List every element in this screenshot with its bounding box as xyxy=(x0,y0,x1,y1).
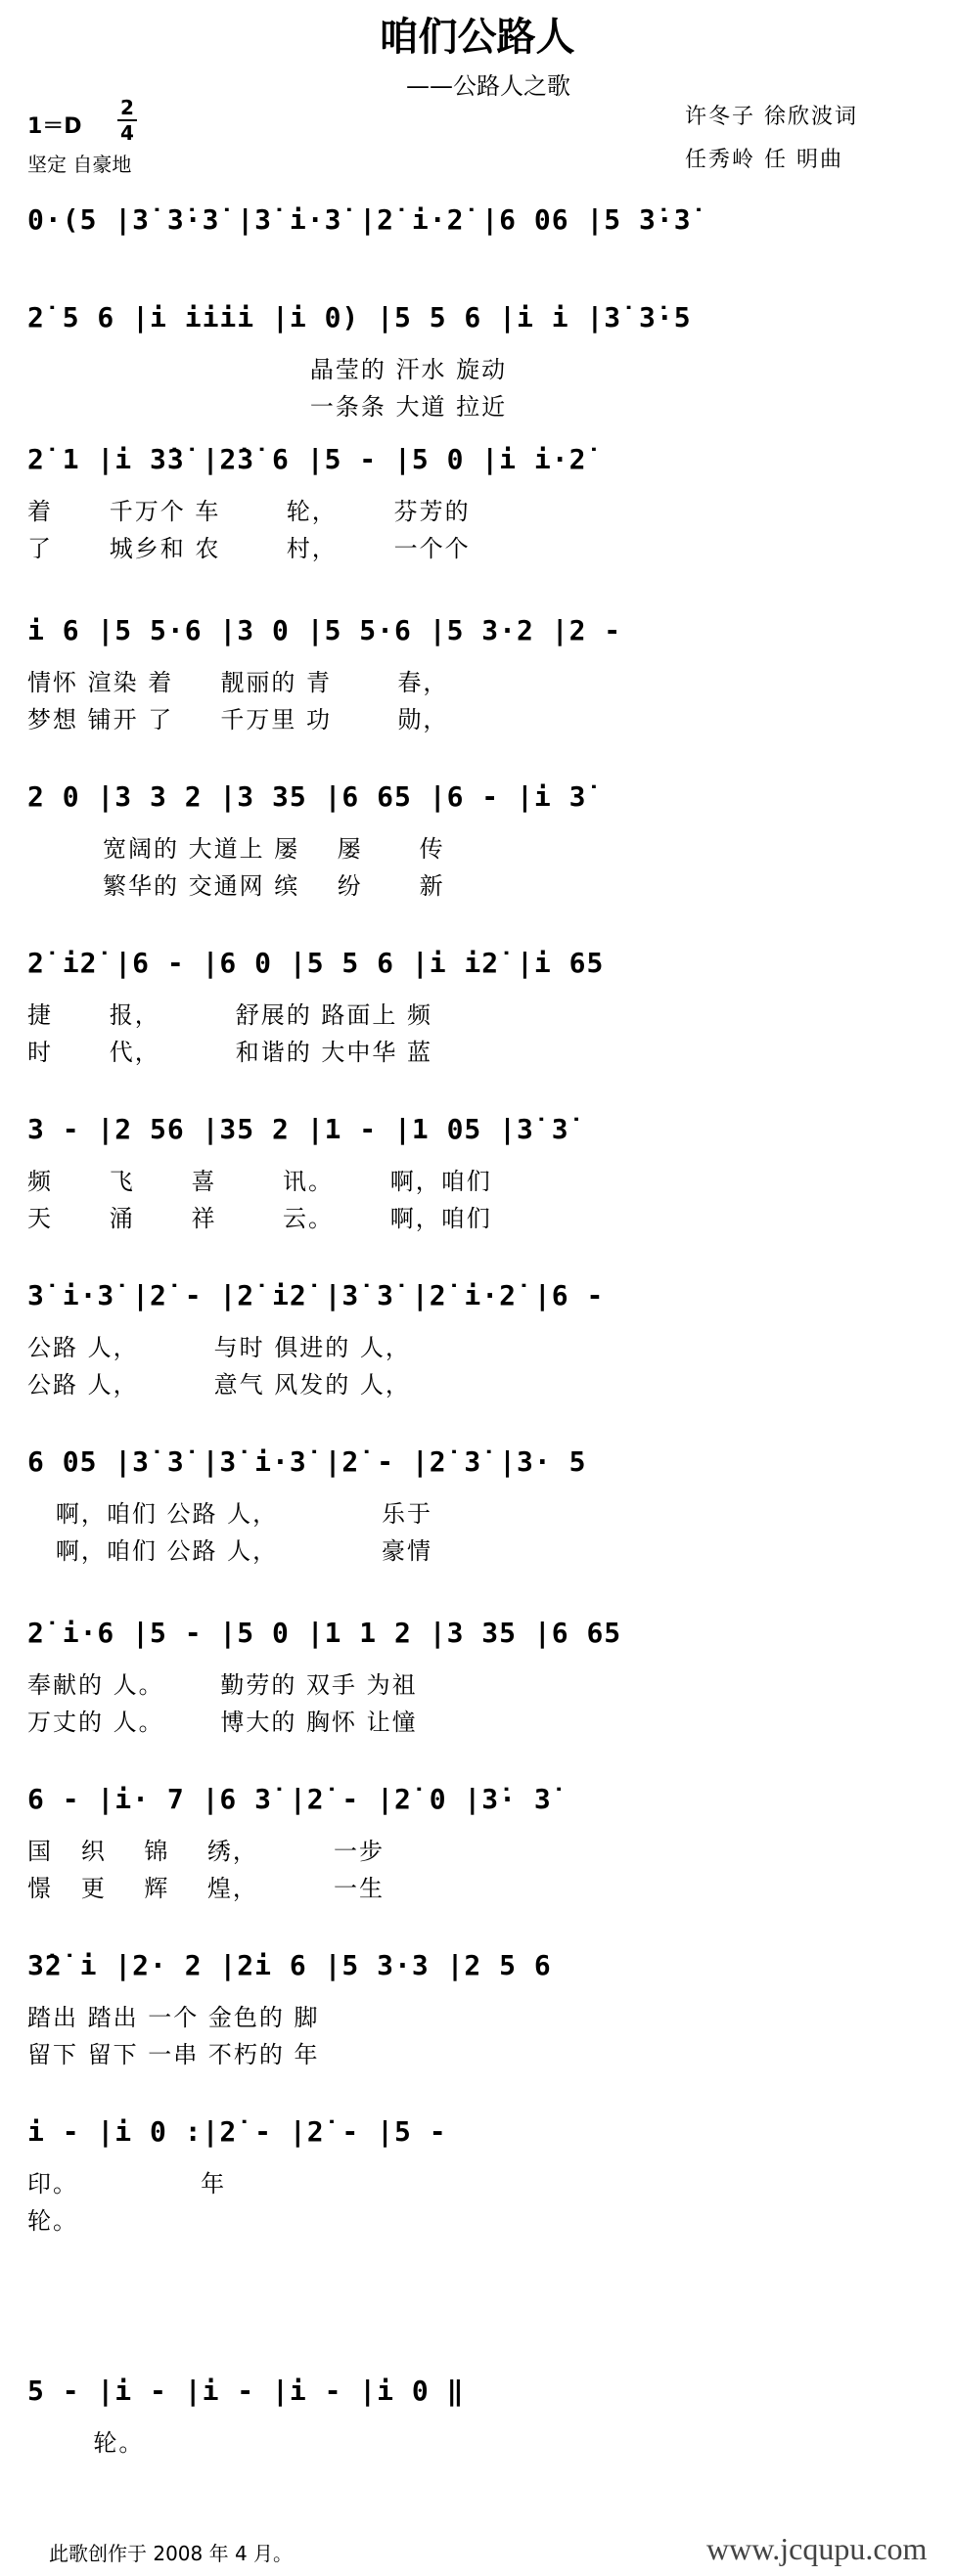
notation-line: 3 - |2 56 |35 2 |1 - |1 05 |3̇ 3̇ xyxy=(27,1113,569,1145)
notation-line: 2̇ i·6 |5 - |5 0 |1 1 2 |3 35 |6 65 xyxy=(27,1617,622,1649)
song-title: 咱们公路人 xyxy=(379,15,575,60)
lyric-line-1: 着 千万个 车 轮， 芬芳的 xyxy=(27,498,471,525)
lyric-line-2: 了 城乡和 农 村， 一个个 xyxy=(27,535,471,562)
notation-line: 6 - |i· 7 |6 3̇ |2̇ - |2̇ 0 |3̇· 3̇ xyxy=(27,1783,552,1815)
composer-credit: 任秀岭 任 明曲 xyxy=(685,148,843,172)
lyric-line-1: 啊，咱们 公路 人， 乐于 xyxy=(27,1500,433,1528)
lyric-line-2: 时 代， 和谐的 大中华 蓝 xyxy=(27,1039,433,1066)
lyric-line-1: 捷 报， 舒展的 路面上 频 xyxy=(27,1001,433,1029)
lyric-line-1: 国 织 锦 绣， 一步 xyxy=(27,1838,385,1865)
notation-line: 0·(5 |3̇ 3̇·3̇ |3̇ i·3̇ |2̇ i·2̇ |6 06 |5 3̇·3̇ xyxy=(27,203,692,236)
lyric-line-2: 公路 人， 意气 风发的 人， xyxy=(27,1371,411,1399)
lyric-line-2: 万丈的 人。 博大的 胸怀 让憧 xyxy=(27,1709,418,1736)
meter-top: 2 xyxy=(120,96,134,119)
notation-line: 5 - |i - |i - |i - |i 0 ‖ xyxy=(27,2375,465,2407)
notation-line: 2̇ i2̇ |6 - |6 0 |5 5 6 |i i2̇ |i 65 xyxy=(27,947,605,979)
lyric-line-1: 轮。 xyxy=(27,2429,145,2457)
notation-line: 6 05 |3̇ 3̇ |3̇ i·3̇ |2̇ - |2̇ 3̇ |3· 5 xyxy=(27,1445,587,1478)
lyric-line-1: 情怀 渲染 着 靓丽的 青 春， xyxy=(27,669,449,696)
time-signature xyxy=(117,96,137,145)
lyric-line-1: 踏出 踏出 一个 金色的 脚 xyxy=(27,2004,320,2031)
lyric-line-2: 轮。 xyxy=(27,2207,78,2235)
lyric-line-1: 晶莹的 汗水 旋动 xyxy=(27,356,508,383)
lyric-line-1: 频 飞 喜 讯。 啊，咱们 xyxy=(27,1168,492,1195)
notation-line: 2 0 |3 3 2 |3 35 |6 65 |6 - |i 3̇ xyxy=(27,780,587,813)
notation-line: 3̇ i·3̇ |2̇ - |2̇ i2̇ |3̇ 3̇ |2̇ i·2̇ |6 - xyxy=(27,1279,605,1311)
lyric-line-2: 一条条 大道 拉近 xyxy=(27,393,508,421)
notation-line: 2̇ 5 6 |i iiii |i 0) |5 5 6 |i i |3̇ 3̇·5 xyxy=(27,301,692,333)
tempo-marking: 坚定 自豪地 xyxy=(27,153,132,176)
lyric-line-1: 公路 人， 与时 俱进的 人， xyxy=(27,1334,411,1361)
composition-note: 此歌创作于 2008 年 4 月。 xyxy=(49,2542,294,2565)
lyric-line-2: 留下 留下 一串 不朽的 年 xyxy=(27,2041,320,2068)
watermark: www.jcqupu.com xyxy=(706,2531,928,2566)
meter-bottom: 4 xyxy=(117,119,137,145)
lyric-line-2: 天 涌 祥 云。 啊，咱们 xyxy=(27,1205,492,1232)
notation-line: 3̇2̇ i |2· 2 |2i 6 |5 3·3 |2 5 6 xyxy=(27,1949,552,1981)
lyric-line-1: 奉献的 人。 勤劳的 双手 为祖 xyxy=(27,1671,418,1699)
lyric-line-2: 憬 更 辉 煌， 一生 xyxy=(27,1875,385,1902)
key-signature: 1＝D xyxy=(27,114,82,139)
notation-line: i - |i 0 :|2̇ - |2̇ - |5 - xyxy=(27,2115,447,2148)
lyric-line-2: 繁华的 交通网 缤 纷 新 xyxy=(27,872,445,900)
lyricist-credit: 许冬子 徐欣波词 xyxy=(685,105,858,129)
lyric-line-1: 印。 年 xyxy=(27,2170,227,2198)
lyric-line-2: 啊，咱们 公路 人， 豪情 xyxy=(27,1537,433,1565)
song-subtitle: ——公路人之歌 xyxy=(406,72,570,100)
notation-line: 2̇ 1 |i 3̇3̇ |2̇3̇ 6 |5 - |5 0 |i i·2̇ xyxy=(27,443,587,475)
lyric-line-2: 梦想 铺开 了 千万里 功 勋， xyxy=(27,706,449,733)
lyric-line-1: 宽阔的 大道上 屡 屡 传 xyxy=(27,835,445,863)
notation-line: i 6 |5 5·6 |3 0 |5 5·6 |5 3·2 |2 - xyxy=(27,614,622,646)
